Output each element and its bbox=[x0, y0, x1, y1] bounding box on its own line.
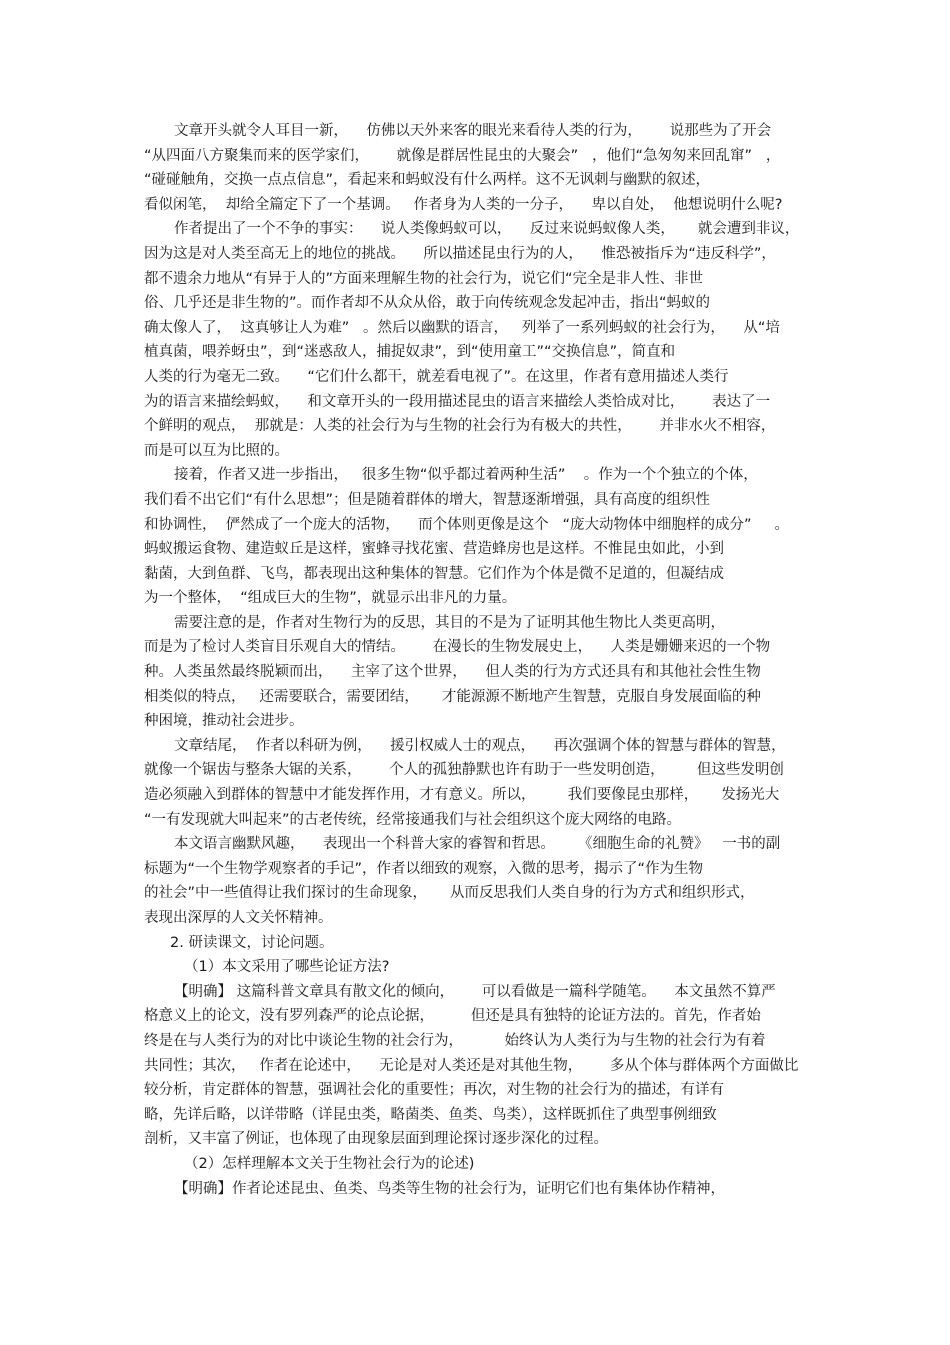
text-line: 人类的行为毫无二致。 “它们什么都干，就差看电视了”。在这里，作者有意用描述人类行 bbox=[144, 368, 729, 385]
text-line: 【明确】作者论述昆虫、鱼类、鸟类等生物的社会行为，证明它们也有集体协作精神， bbox=[174, 1180, 725, 1197]
text-line: 蚂蚁搬运食物、建造蚁丘是这样，蜜蜂寻找花蜜、营造蜂房也是这样。不惟昆虫如此，小到 bbox=[144, 541, 724, 558]
text-line: 终是在与人类行为的对比中谈论生物的社会行为， 始终认为人类行为与生物的社会行为有着 bbox=[144, 1032, 766, 1049]
text-line: “一有发现就大叫起来”的古老传统，经常接通我们与社会组织这个庞大网络的电路。 bbox=[144, 811, 682, 828]
text-line: 的社会”中一些值得让我们探讨的生命现象， 从而反思我们人类自身的行为方式和组织形式， bbox=[144, 885, 755, 902]
text-line: 文章结尾， 作者以科研为例， 援引权威人士的观点， 再次强调个体的智慧与群体的智慧， bbox=[174, 737, 786, 754]
text-line: 【明确】 这篇科普文章具有散文化的倾向， 可以看做是一篇科学随笔。 本文虽然不算严 bbox=[174, 983, 776, 1000]
text-line: 植真菌，喂养蚜虫”，到“迷惑敌人，捕捉奴隶”，到“使用童工”“交换信息”，简直和 bbox=[144, 344, 676, 361]
text-line: 文章开头就令人耳目一新， 仿佛以天外来客的眼光来看待人类的行为， 说那些为了开会 bbox=[174, 123, 772, 139]
text-line: 共同性；其次， 作者在论述中， 无论是对人类还是对其他生物， 多从个体与群体两个方面做比 bbox=[144, 1057, 799, 1074]
text-line: “碰碰触角，交换一点点信息”，看起来和蚂蚁没有什么两样。这不无讽刺与幽默的叙述， bbox=[144, 172, 711, 189]
text-line: 因为这是对人类至高无上的地位的挑战。 所以描述昆虫行为的人， 惟恐被指斥为“违反科学”， bbox=[144, 245, 776, 262]
text-line: 个鲜明的观点， 那就是：人类的社会行为与生物的社会行为有极大的共性， 并非水火不相容， bbox=[144, 418, 776, 435]
text-line: 种困境，推动社会进步。 bbox=[144, 713, 304, 730]
text-line: 接着，作者又进一步指出， 很多生物“似乎都过着两种生活” 。作为一个个独立的个体， bbox=[174, 467, 758, 484]
text-line: 黏菌，大到鱼群、飞鸟，都表现出这种集体的智慧。它们作为个体是微不足道的，但凝结成 bbox=[144, 565, 724, 582]
text-line: 而是可以互为比照的。 bbox=[144, 442, 289, 459]
text-line: 2. 研读课文，讨论问题。 bbox=[170, 934, 334, 951]
text-line: 为的语言来描绘蚂蚁， 和文章开头的一段用描述昆虫的语言来描绘人类恰成对比， 表达了一 bbox=[144, 393, 771, 410]
text-line: （1）本文采用了哪些论证方法? bbox=[184, 959, 390, 976]
text-line: 确太像人了， 这真够让人为难” 。然后以幽默的语言， 列举了一系列蚂蚁的社会行为， 从“培 bbox=[144, 319, 780, 336]
text-line: 需要注意的是，作者对生物行为的反思，其目的不是为了证明其他生物比人类更高明， bbox=[174, 614, 725, 631]
text-line: 相类似的特点， 还需要联合，需要团结， 才能源源不断地产生智慧，克服自身发展面临的种 bbox=[144, 688, 761, 705]
text-line: 表现出深厚的人文关怀精神。 bbox=[144, 910, 333, 926]
text-line: “从四面八方聚集而来的医学家们， 就像是群居性昆虫的大聚会” ，他们“急匆匆来回乱窜” ， bbox=[144, 147, 781, 164]
text-line: 格意义上的论文，没有罗列森严的论点论据， 但还是具有独特的论证方法的。首先，作者始 bbox=[144, 1008, 761, 1025]
text-line: 俗、几乎还是非生物的”。而作者却不从众从俗，敢于向传统观念发起冲击，指出“蚂蚁的 bbox=[144, 295, 711, 312]
text-line: 略，先详后略，以详带略（详昆虫类，略菌类、鱼类、鸟类），这样既抓住了典型事例细致 bbox=[144, 1106, 717, 1123]
text-line: 就像一个锯齿与整条大锯的关系， 个人的孤独静默也许有助于一些发明创造， 但这些发明创 bbox=[144, 762, 784, 779]
text-line: 标题为“一个生物学观察者的手记”，作者以细致的观察，入微的思考，揭示了“作为生物 bbox=[144, 860, 704, 877]
text-line: 我们看不出它们“有什么思想”；但是随着群体的增大，智慧逐渐增强，具有高度的组织性 bbox=[144, 491, 711, 508]
text-line: 为一个整体， “组成巨大的生物”，就显示出非凡的力量。 bbox=[144, 590, 517, 607]
document-page bbox=[144, 119, 808, 1201]
text-line: 看似闲笔， 却给全篇定下了一个基调。 作者身为人类的一分子， 卑以自处， 他想说明什么呢? bbox=[144, 196, 783, 213]
text-line: 作者提出了一个不争的事实： 说人类像蚂蚁可以， 反过来说蚂蚁像人类， 就会遭到非议， bbox=[174, 221, 800, 238]
text-line: 而是为了检讨人类盲目乐观自大的情结。 在漫长的生物发展史上， 人类是姗姗来迟的一个物 bbox=[144, 639, 771, 656]
text-line: 本文语言幽默风趣， 表现出一个科普大家的睿智和哲思。 《细胞生命的礼赞》 一书的副 bbox=[174, 836, 781, 853]
text-line: 剖析，又丰富了例证，也体现了由现象层面到理论探讨逐步深化的过程。 bbox=[144, 1131, 608, 1148]
text-line: 和协调性， 俨然成了一个庞大的活物， 而个体则更像是这个 “庞大动物体中细胞样的成分” 。 bbox=[144, 516, 790, 533]
text-line: 都不遗余力地从“有异于人的”方面来理解生物的社会行为，说它们“完全是非人性、非世 bbox=[144, 270, 704, 287]
text-line: 造必须融入到群体的智慧中才能发挥作用，才有意义。所以， 我们要像昆虫那样， 发扬光大 bbox=[144, 787, 780, 804]
text-line: （2）怎样理解本文关于生物社会行为的论述) bbox=[184, 1155, 475, 1172]
text-line: 种。人类虽然最终脱颖而出， 主宰了这个世界， 但人类的行为方式还具有和其他社会性生物 bbox=[144, 664, 761, 681]
text-line: 较分析，肯定群体的智慧，强调社会化的重要性；再次，对生物的社会行为的描述，有详有 bbox=[144, 1082, 724, 1099]
